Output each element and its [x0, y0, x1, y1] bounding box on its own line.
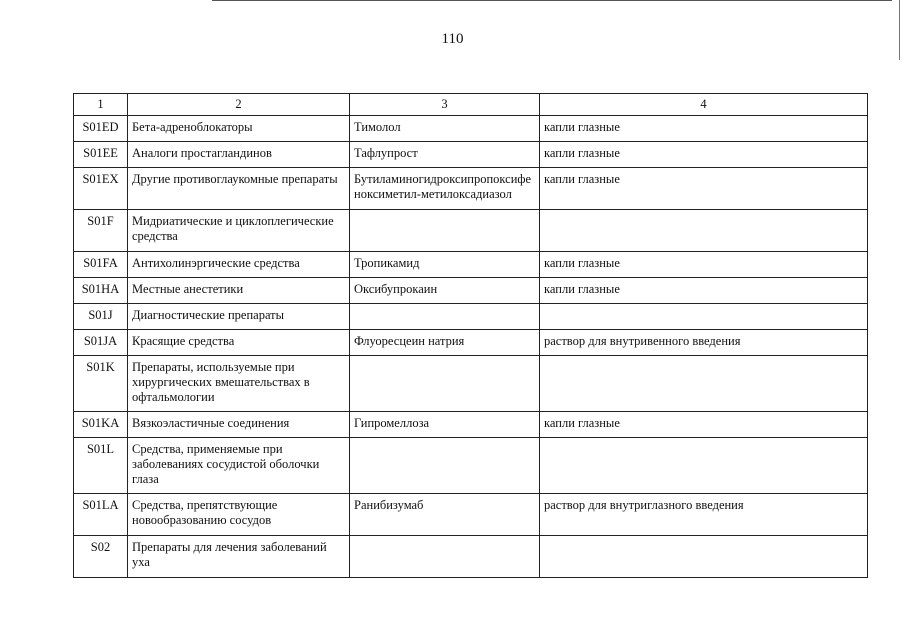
- group-name: Красящие средства: [128, 330, 350, 356]
- drug-name: Бутиламиногидроксипропоксифеноксиметил-метилоксадиазол: [350, 168, 540, 210]
- group-name: Бета-адреноблокаторы: [128, 116, 350, 142]
- dosage-form: раствор для внутривенного введения: [540, 330, 868, 356]
- table-row: [74, 330, 868, 356]
- drug-name: Тимолол: [350, 116, 540, 142]
- dosage-form: капли глазные: [540, 168, 868, 210]
- table-row: [74, 494, 868, 536]
- header-col-2: 2: [128, 94, 350, 116]
- drug-table: [73, 93, 868, 578]
- drug-name: [350, 536, 540, 578]
- atc-code: S01K: [74, 356, 128, 412]
- dosage-form: капли глазные: [540, 142, 868, 168]
- atc-code: S01F: [74, 210, 128, 252]
- dosage-form: капли глазные: [540, 252, 868, 278]
- group-name: Препараты, используемые при хирургических вмешательствах в офтальмологии: [128, 356, 350, 412]
- dosage-form: [540, 210, 868, 252]
- header-col-4: 4: [540, 94, 868, 116]
- group-name: Местные анестетики: [128, 278, 350, 304]
- drug-name: Тропикамид: [350, 252, 540, 278]
- table-row: [74, 278, 868, 304]
- dosage-form: [540, 356, 868, 412]
- dosage-form: [540, 438, 868, 494]
- atc-code: S01FA: [74, 252, 128, 278]
- drug-name: [350, 438, 540, 494]
- table-row: [74, 412, 868, 438]
- drug-name: [350, 304, 540, 330]
- drug-name: Флуоресцеин натрия: [350, 330, 540, 356]
- group-name: Мидриатические и циклоплегические средства: [128, 210, 350, 252]
- atc-code: S01L: [74, 438, 128, 494]
- atc-code: S01KA: [74, 412, 128, 438]
- page-number: 110: [441, 31, 464, 47]
- drug-name: [350, 210, 540, 252]
- dosage-form: капли глазные: [540, 278, 868, 304]
- table-row: [74, 252, 868, 278]
- group-name: Препараты для лечения заболеваний уха: [128, 536, 350, 578]
- header-col-3: 3: [350, 94, 540, 116]
- table-row: [74, 210, 868, 252]
- header-col-1: 1: [74, 94, 128, 116]
- group-name: Диагностические препараты: [128, 304, 350, 330]
- table-row: [74, 356, 868, 412]
- table-row: [74, 536, 868, 578]
- drug-name: Тафлупрост: [350, 142, 540, 168]
- table-row: [74, 438, 868, 494]
- group-name: Другие противоглаукомные препараты: [128, 168, 350, 210]
- drug-name: Ранибизумаб: [350, 494, 540, 536]
- top-border-line: [212, 0, 892, 1]
- table-header-row: [74, 94, 868, 116]
- dosage-form: [540, 304, 868, 330]
- dosage-form: [540, 536, 868, 578]
- group-name: Средства, применяемые при заболеваниях сосудистой оболочки глаза: [128, 438, 350, 494]
- group-name: Аналоги простагландинов: [128, 142, 350, 168]
- group-name: Антихолинэргические средства: [128, 252, 350, 278]
- atc-code: S01J: [74, 304, 128, 330]
- drug-name: Гипромеллоза: [350, 412, 540, 438]
- right-border-line: [899, 0, 900, 60]
- atc-code: S01LA: [74, 494, 128, 536]
- atc-code: S01ED: [74, 116, 128, 142]
- group-name: Средства, препятствующие новообразованию сосудов: [128, 494, 350, 536]
- table-row: [74, 116, 868, 142]
- atc-code: S01JA: [74, 330, 128, 356]
- dosage-form: капли глазные: [540, 116, 868, 142]
- table-row: [74, 142, 868, 168]
- atc-code: S02: [74, 536, 128, 578]
- group-name: Вязкоэластичные соединения: [128, 412, 350, 438]
- atc-code: S01HA: [74, 278, 128, 304]
- atc-code: S01EX: [74, 168, 128, 210]
- dosage-form: раствор для внутриглазного введения: [540, 494, 868, 536]
- drug-name: [350, 356, 540, 412]
- drug-name: Оксибупрокаин: [350, 278, 540, 304]
- table-row: [74, 304, 868, 330]
- table-row: [74, 168, 868, 210]
- atc-code: S01EE: [74, 142, 128, 168]
- dosage-form: капли глазные: [540, 412, 868, 438]
